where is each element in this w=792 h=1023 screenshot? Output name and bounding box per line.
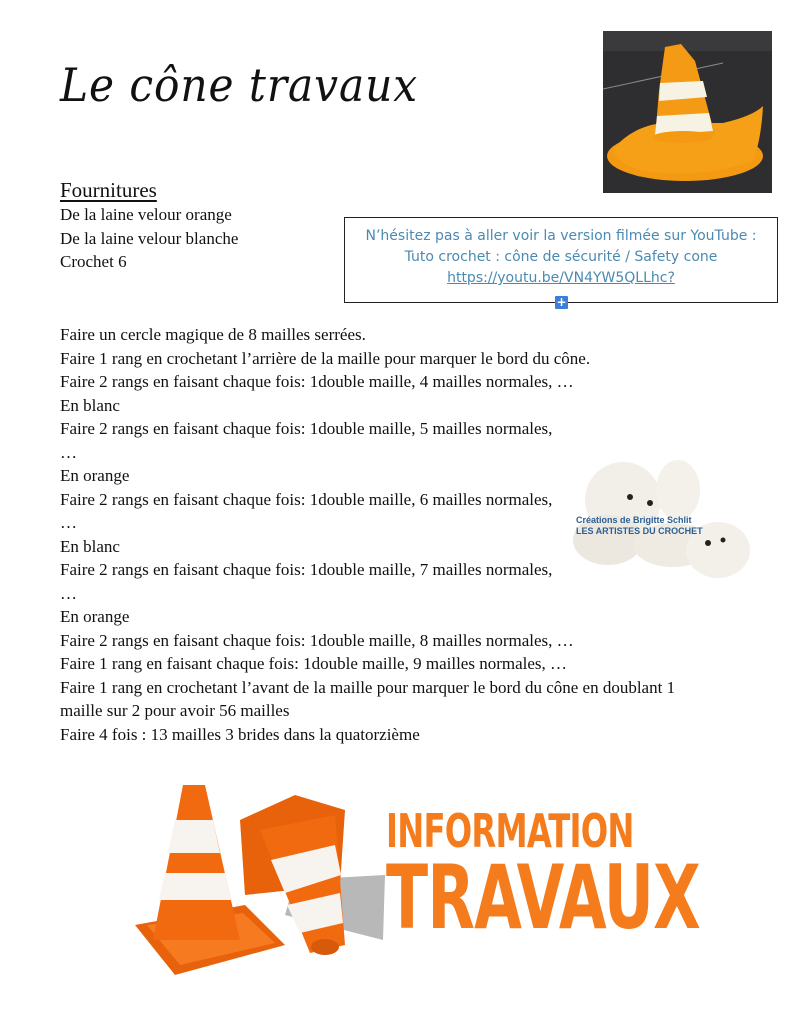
information-travaux-banner bbox=[386, 804, 789, 949]
watermark-line-2: LES ARTISTES DU CROCHET bbox=[576, 526, 703, 536]
watermark-text bbox=[576, 515, 703, 537]
step: En blanc bbox=[60, 536, 120, 556]
step: Faire 2 rangs en faisant chaque fois: 1double maille, 8 mailles normales, … bbox=[60, 630, 574, 650]
step: Faire 2 rangs en faisant chaque fois: 1double maille, 5 mailles normales, … bbox=[60, 419, 553, 462]
add-icon[interactable]: + bbox=[556, 295, 567, 309]
youtube-info-box bbox=[344, 217, 778, 303]
step: En orange bbox=[60, 607, 130, 626]
step: Faire 2 rangs en faisant chaque fois: 1double maille, 6 mailles normales, … bbox=[60, 489, 553, 532]
youtube-line-1: N’hésitez pas à aller voir la version filmée sur YouTube : bbox=[365, 228, 757, 244]
crochet-cone-photo bbox=[603, 31, 772, 193]
supplies-heading: Fournitures bbox=[60, 178, 157, 202]
banner-line-2: TRAVAUX bbox=[386, 846, 700, 949]
supply-item: De la laine velour blanche bbox=[60, 228, 239, 248]
step: Faire 1 rang en faisant chaque fois: 1double maille, 9 mailles normales, … bbox=[60, 654, 568, 673]
step: Faire un cercle magique de 8 mailles serrées. bbox=[60, 325, 366, 344]
step: En blanc bbox=[60, 395, 120, 415]
banner-line-1: INFORMATION bbox=[386, 804, 634, 858]
youtube-link[interactable]: https://youtu.be/VN4YW5QLLhc? bbox=[447, 270, 675, 286]
crochet-cone-image bbox=[603, 31, 772, 193]
step: Faire 4 fois : 13 mailles 3 brides dans la quatorzième bbox=[60, 724, 420, 744]
watermark-line-1: Créations de Brigitte Schlit bbox=[576, 515, 692, 525]
step: Faire 1 rang en crochetant l’arrière de la maille pour marquer le bord du cône. bbox=[60, 348, 591, 368]
step: Faire 1 rang en crochetant l’avant de la maille pour marquer le bord du cône en doublant 1 maille sur 2 pour avoir 56 mailles bbox=[60, 677, 676, 720]
step: Faire 2 rangs en faisant chaque fois: 1double maille, 4 mailles normales, … bbox=[60, 372, 574, 391]
youtube-line-2: Tuto crochet : cône de sécurité / Safety cone bbox=[404, 249, 718, 265]
page-title: Le cône travaux bbox=[60, 58, 419, 112]
poodles-image bbox=[568, 445, 763, 590]
step: En orange bbox=[60, 466, 130, 485]
supplies-section bbox=[60, 177, 238, 274]
supply-item: De la laine velour orange bbox=[60, 205, 232, 224]
supply-item: Crochet 6 bbox=[60, 252, 127, 271]
step: Faire 2 rangs en faisant chaque fois: 1double maille, 7 mailles normales, … bbox=[60, 560, 553, 603]
